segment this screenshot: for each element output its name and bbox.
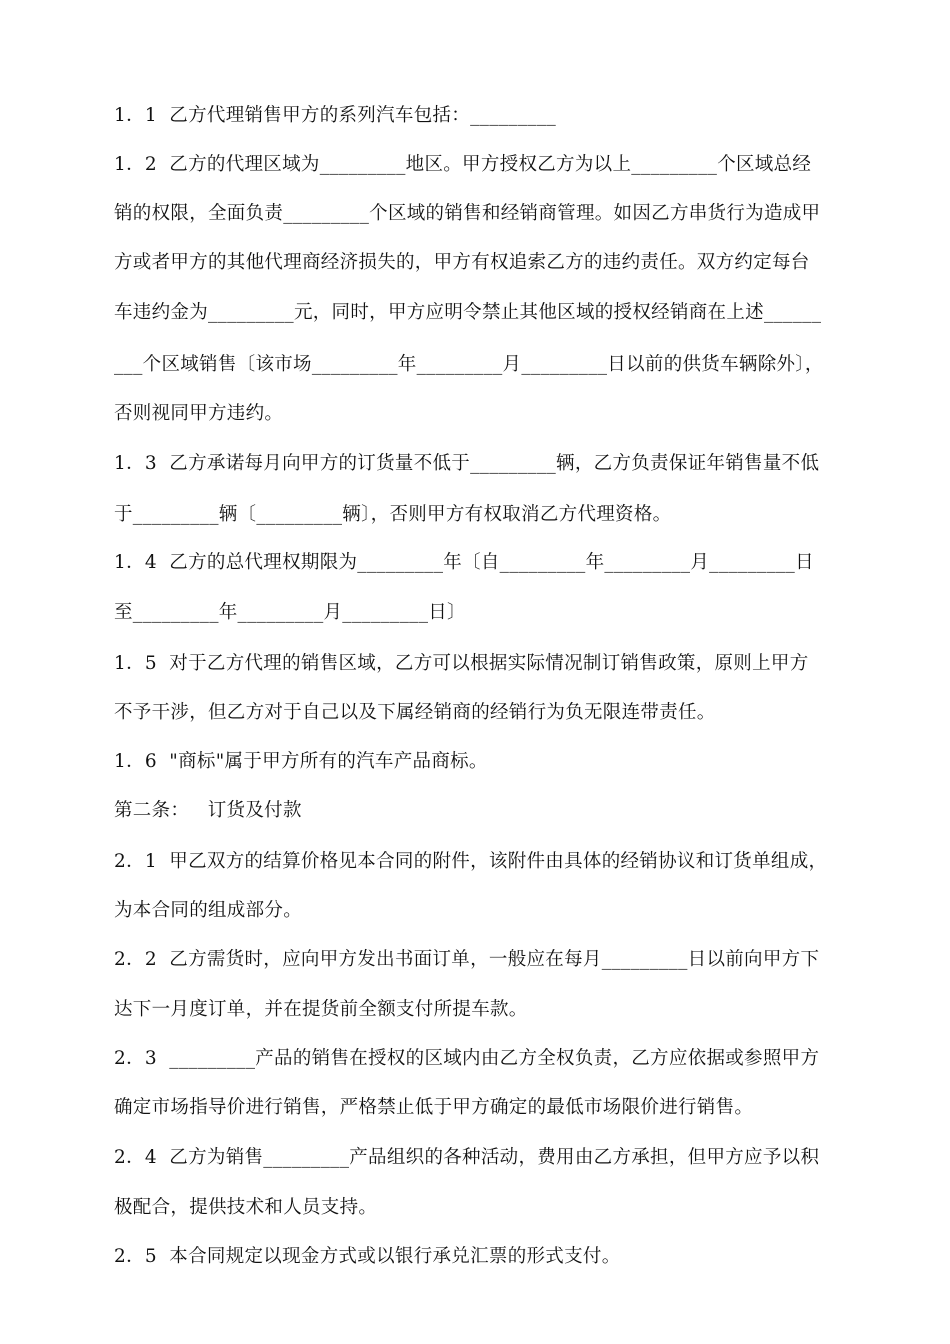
clause-2-5: 2．5 本合同规定以现金方式或以银行承兑汇票的形式支付。 <box>114 1246 621 1267</box>
clause-2-2-line-1: 2．2 乙方需货时，应向甲方发出书面订单，一般应在每月_________日以前向甲方下 <box>114 949 820 970</box>
clause-1-2-line-6: 否则视同甲方违约。 <box>114 403 284 424</box>
clause-1-5-line-1: 1．5 对于乙方代理的销售区域，乙方可以根据实际情况制订销售政策，原则上甲方 <box>114 653 809 674</box>
article-2-heading: 第二条： 订货及付款 <box>114 800 302 821</box>
clause-2-2-line-2: 达下一月度订单，并在提货前全额支付所提车款。 <box>114 999 528 1020</box>
clause-1-2-line-3: 方或者甲方的其他代理商经济损失的，甲方有权追索乙方的违约责任。双方约定每台 <box>114 252 810 273</box>
clause-2-4-line-1: 2．4 乙方为销售_________产品组织的各种活动，费用由乙方承担，但甲方应予以积 <box>114 1147 820 1168</box>
clause-1-3-line-1: 1．3 乙方承诺每月向甲方的订货量不低于_________辆，乙方负责保证年销售量不低 <box>114 453 820 474</box>
clause-1-4-line-1: 1．4 乙方的总代理权期限为_________年〔自_________年_________月_________日 <box>114 552 814 573</box>
clause-2-1-line-1: 2．1 甲乙双方的结算价格见本合同的附件，该附件由具体的经销协议和订货单组成， <box>114 851 828 872</box>
clause-2-3-line-2: 确定市场指导价进行销售，严格禁止低于甲方确定的最低市场限价进行销售。 <box>114 1097 754 1118</box>
clause-1-2-line-1: 1．2 乙方的代理区域为_________地区。甲方授权乙方为以上_________个区域总经 <box>114 154 812 175</box>
clause-2-1-line-2: 为本合同的组成部分。 <box>114 900 303 921</box>
clause-1-3-line-2: 于_________辆〔_________辆〕，否则甲方有权取消乙方代理资格。 <box>114 504 672 525</box>
clause-1-2-line-2: 销的权限，全面负责_________个区域的销售和经销商管理。如因乙方串货行为造成甲 <box>114 203 821 224</box>
clause-2-3-line-1: 2．3 _________产品的销售在授权的区域内由乙方全权负责，乙方应依据或参照甲方 <box>114 1048 820 1069</box>
clause-1-5-line-2: 不予干涉，但乙方对于自己以及下属经销商的经销行为负无限连带责任。 <box>114 702 716 723</box>
clause-1-1: 1．1 乙方代理销售甲方的系列汽车包括：_________ <box>114 105 557 126</box>
clause-2-4-line-2: 极配合，提供技术和人员支持。 <box>114 1197 378 1218</box>
clause-1-2-line-4: 车违约金为_________元，同时，甲方应明令禁止其他区域的授权经销商在上述______ <box>114 302 822 323</box>
clause-1-6: 1．6 "商标"属于甲方所有的汽车产品商标。 <box>114 751 488 772</box>
clause-1-2-line-5: ___个区域销售〔该市场_________年_________月_________日以前的供货车辆除外〕， <box>114 354 824 375</box>
clause-1-4-line-2: 至_________年_________月_________日〕 <box>114 602 466 623</box>
